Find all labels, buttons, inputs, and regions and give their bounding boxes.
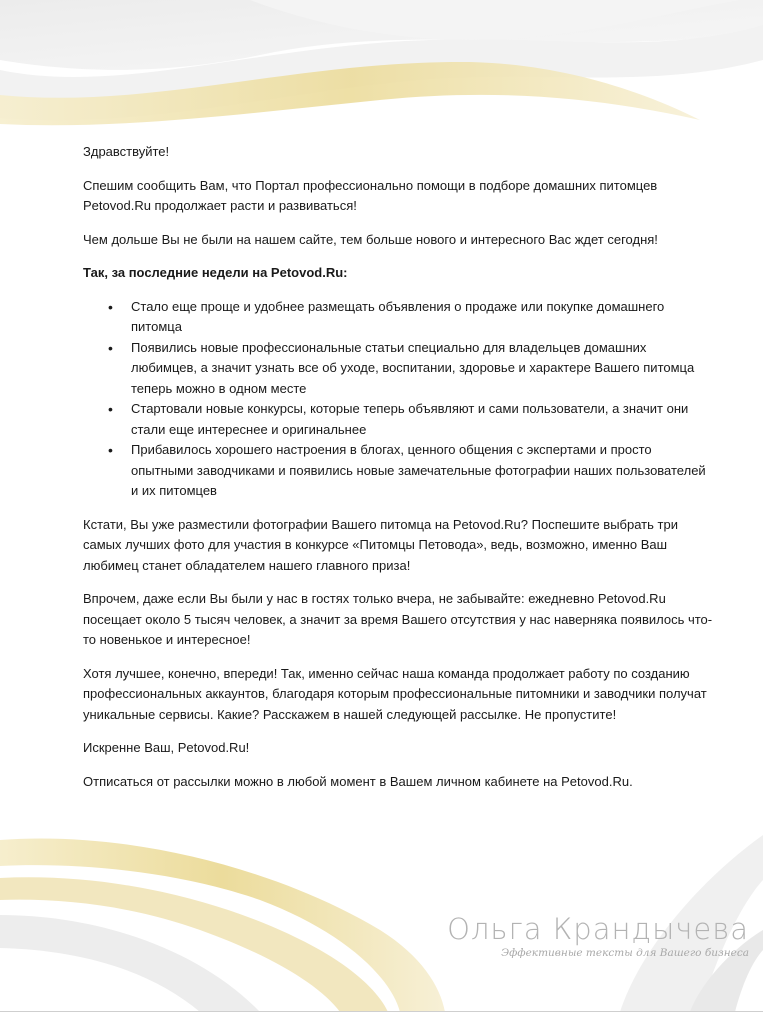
author-name: Ольга Крандычева (447, 912, 749, 946)
greeting: Здравствуйте! (83, 144, 170, 159)
longer-away-paragraph: Чем дольше Вы не были на нашем сайте, тем больше нового и интересного Вас ждет сегодня! (83, 231, 658, 247)
author-signature (447, 912, 749, 959)
list-item: • Стартовали новые конкурсы, которые теперь объявляют и сами пользователи, а значит они стали еще интереснее и оригинальнее (131, 399, 713, 440)
list-item: • Стало еще проще и удобнее размещать объявления о продаже или покупке домашнего питомца (131, 297, 713, 338)
unsubscribe-note: Отписаться от рассылки можно в любой момент в Вашем личном кабинете на Petovod.Ru. (83, 773, 633, 789)
closing-line: Искренне Ваш, Petovod.Ru! (83, 740, 250, 755)
contest-paragraph: Кстати, Вы уже разместили фотографии Вашего питомца на Petovod.Ru? Поспешите выбрать три самых лучших фото для участия в конкурсе «Питомцы Петовода», ведь, возможно, именно Ваш любимец станет обладателем нашего главного приза! (83, 516, 678, 573)
intro-paragraph: Спешим сообщить Вам, что Портал профессионально помощи в подборе домашних питомцев Petovod.Ru продолжает расти и развиваться! (83, 177, 658, 213)
news-heading: Так, за последние недели на Petovod.Ru: (83, 265, 348, 280)
list-item: • Появились новые профессиональные статьи специально для владельцев домашних любимцев, а значит узнать все об уходе, воспитании, здоровье и характере Вашего питомца теперь можно в одном месте (131, 338, 713, 400)
page-bottom-divider (0, 1011, 763, 1012)
author-tagline: Эффективные тексты для Вашего бизнеса (501, 947, 749, 959)
visitors-paragraph: Впрочем, даже если Вы были у нас в гостях только вчера, не забывайте: ежедневно Petovod.Ru посещает около 5 тысяч человек, а значит за время Вашего отсутствия у нас наверняка появилось что-то новенькое и интересное! (83, 591, 713, 647)
top-swoosh (0, 0, 763, 125)
letter-body (83, 142, 713, 805)
future-paragraph: Хотя лучшее, конечно, впереди! Так, именно сейчас наша команда продолжает работу по созданию профессиональных аккаунтов, благодаря которым профессиональные питомники и заводчики получат уникальные сервисы. Какие? Расскажем в нашей следующей рассылке. Не пропустите! (83, 665, 707, 722)
news-list (83, 297, 713, 502)
list-item: • Прибавилось хорошего настроения в блогах, ценного общения с экспертами и просто опытными заводчиками и появились новые замечательные фотографии наших пользователей и их питомцев (131, 440, 713, 502)
